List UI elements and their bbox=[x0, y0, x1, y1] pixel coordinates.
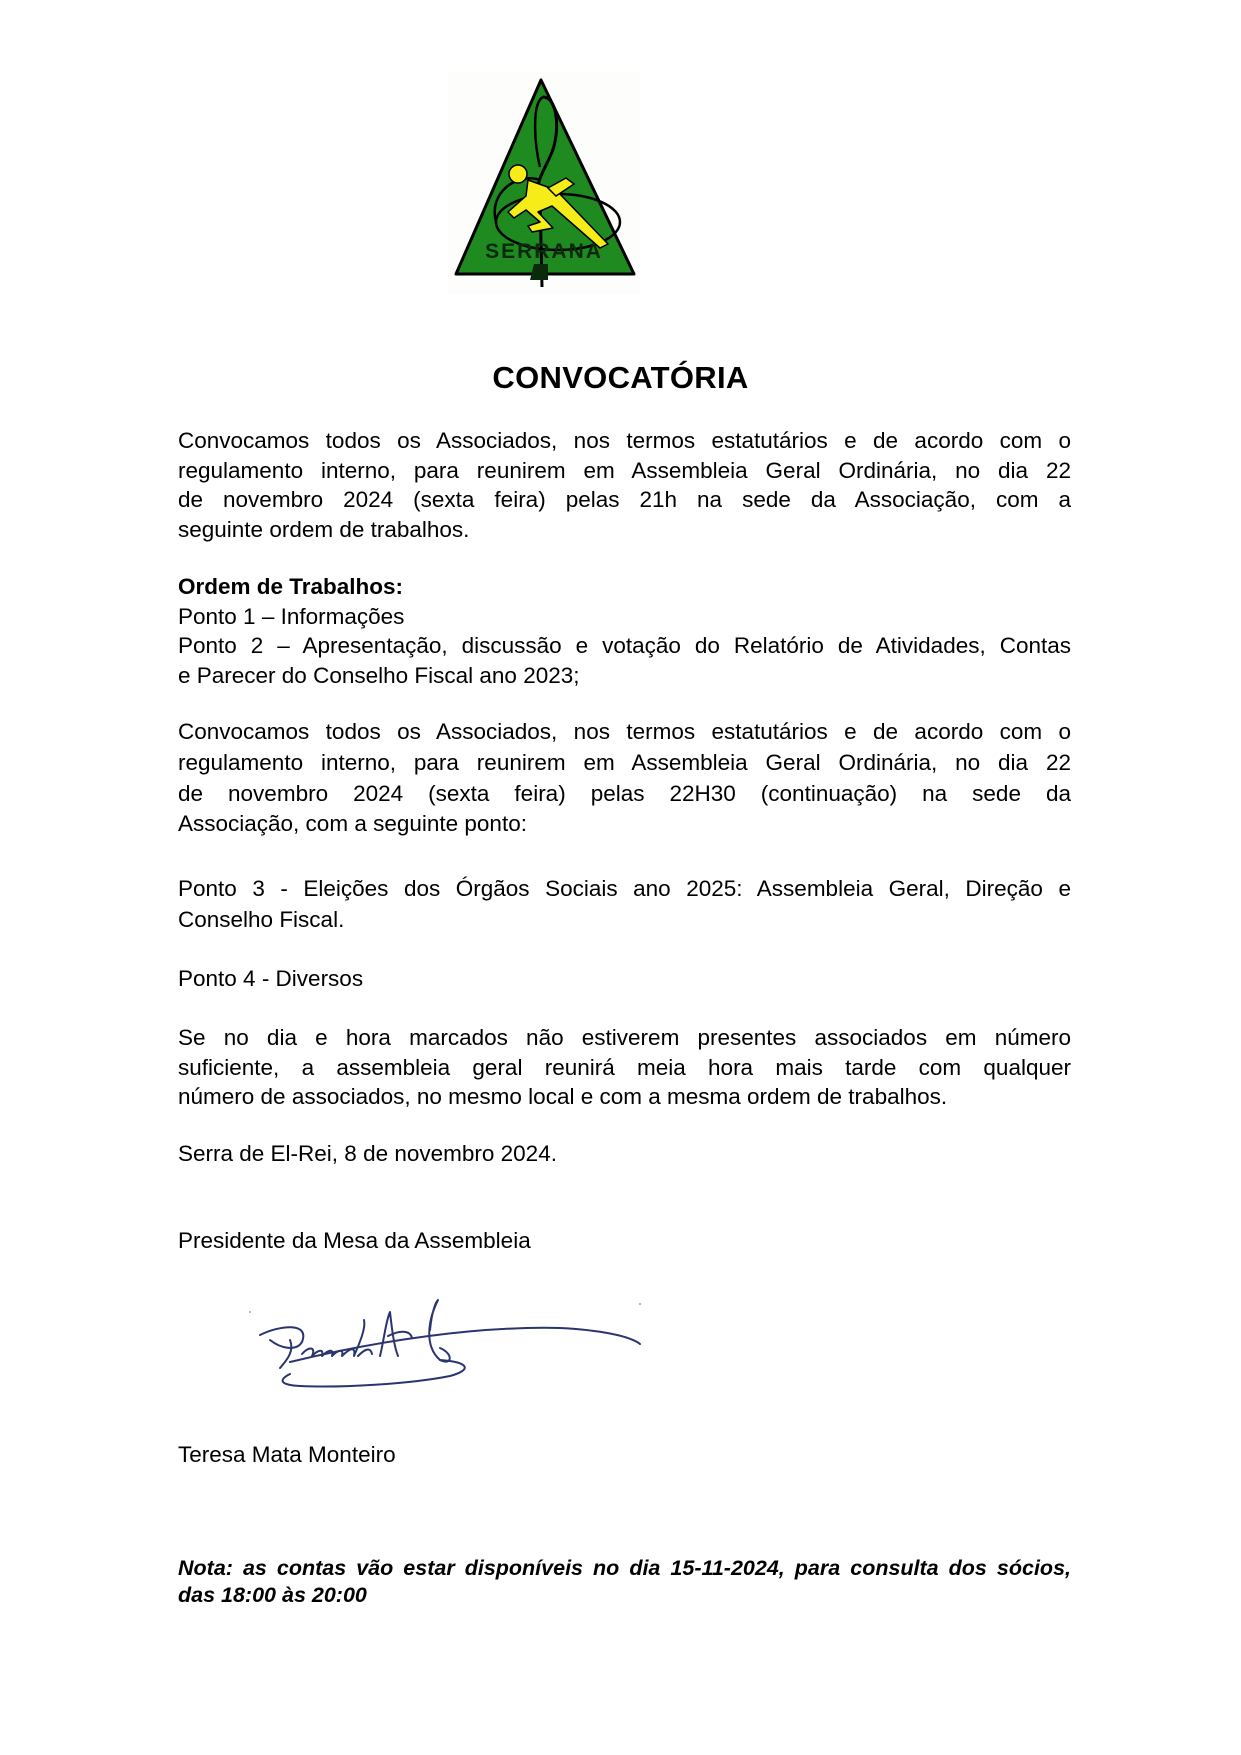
signatory-role-text: Presidente da Mesa da Assembleia bbox=[178, 1228, 531, 1253]
convocation-paragraph-1 bbox=[178, 426, 1071, 544]
place-date bbox=[178, 1139, 1071, 1169]
signatory-name-text: Teresa Mata Monteiro bbox=[178, 1442, 396, 1467]
paragraph-line: Conselho Fiscal. bbox=[178, 906, 345, 932]
serrana-logo bbox=[448, 72, 640, 294]
paragraph-line: Ponto 4 - Diversos bbox=[178, 966, 364, 991]
agenda-item-2-continued: e Parecer do Conselho Fiscal ano 2023; bbox=[178, 662, 580, 688]
quorum-paragraph bbox=[178, 1023, 1071, 1112]
place-date-text: Serra de El-Rei, 8 de novembro 2024. bbox=[178, 1141, 557, 1166]
triangle-emblem-icon bbox=[448, 72, 640, 294]
agenda-item-4 bbox=[178, 964, 1071, 994]
svg-text:SERRANA: SERRANA bbox=[485, 240, 603, 263]
paragraph-line: regulamento interno, para reunirem em Assembleia Geral Ordinária, no dia 22 bbox=[178, 749, 1071, 775]
note-line: das 18:00 às 20:00 bbox=[178, 1583, 367, 1607]
paragraph-line: Ponto 3 - Eleições dos Órgãos Sociais ano 2025: Assembleia Geral, Direção e bbox=[178, 876, 1071, 901]
signature-icon bbox=[240, 1290, 660, 1405]
paragraph-line: número de associados, no mesmo local e com a mesma ordem de trabalhos. bbox=[178, 1084, 948, 1109]
paragraph-line: Convocamos todos os Associados, nos termos estatutários e de acordo com o bbox=[178, 719, 1071, 744]
paragraph-line: Convocamos todos os Associados, nos termos estatutários e de acordo com o bbox=[178, 428, 1071, 453]
agenda-section bbox=[178, 572, 1071, 690]
paragraph-line: de novembro 2024 (sexta feira) pelas 22H30 (continuação) na sede da bbox=[178, 780, 1071, 806]
accounts-note bbox=[178, 1555, 1071, 1609]
paragraph-line: suficiente, a assembleia geral reunirá meia hora mais tarde com qualquer bbox=[178, 1054, 1071, 1080]
convocation-paragraph-2 bbox=[178, 717, 1071, 840]
agenda-item-1: Ponto 1 – Informações bbox=[178, 603, 405, 629]
agenda-heading: Ordem de Trabalhos: bbox=[178, 574, 404, 599]
paragraph-line: Se no dia e hora marcados não estiverem presentes associados em número bbox=[178, 1025, 1071, 1050]
paragraph-line: regulamento interno, para reunirem em Assembleia Geral Ordinária, no dia 22 bbox=[178, 457, 1071, 483]
signatory-role bbox=[178, 1226, 1071, 1256]
note-line: Nota: as contas vão estar disponíveis no dia 15-11-2024, para consulta dos sócios, bbox=[178, 1556, 1071, 1580]
signatory-name bbox=[178, 1440, 1071, 1470]
handwritten-signature bbox=[240, 1290, 660, 1405]
agenda-item-3 bbox=[178, 874, 1071, 935]
paragraph-line: Associação, com a seguinte ponto: bbox=[178, 811, 527, 837]
agenda-item-2: Ponto 2 – Apresentação, discussão e votação do Relatório de Atividades, Contas bbox=[178, 633, 1071, 658]
paragraph-line: seguinte ordem de trabalhos. bbox=[178, 516, 470, 542]
document-title: CONVOCATÓRIA bbox=[492, 360, 749, 395]
paragraph-line: de novembro 2024 (sexta feira) pelas 21h na sede da Associação, com a bbox=[178, 487, 1071, 512]
